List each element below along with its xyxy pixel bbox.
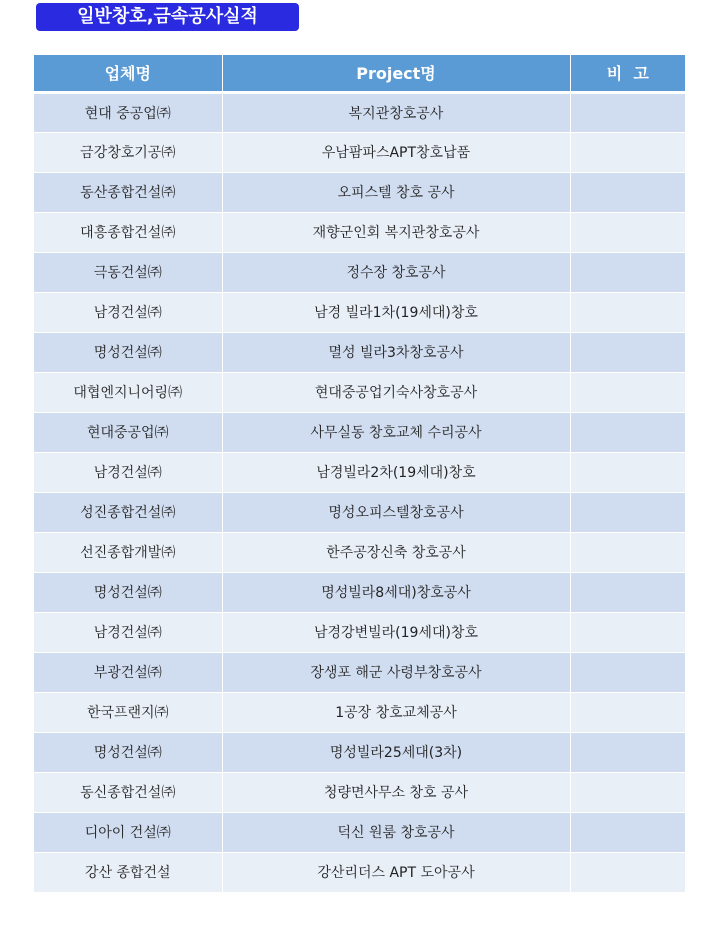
cell-project: 멸성 빌라3차창호공사: [222, 332, 570, 372]
header-project: Project명: [222, 55, 570, 92]
table-row: [34, 252, 685, 292]
cell-project: 사무실동 창호교체 수리공사: [222, 412, 570, 452]
table-row: [34, 652, 685, 692]
cell-note: [570, 172, 685, 212]
table-row: [34, 372, 685, 412]
cell-note: [570, 92, 685, 132]
cell-note: [570, 852, 685, 892]
cell-company: 남경건설㈜: [34, 292, 222, 332]
cell-company: 현대중공업㈜: [34, 412, 222, 452]
cell-project: 정수장 창호공사: [222, 252, 570, 292]
cell-note: [570, 332, 685, 372]
cell-company: 한국프랜지㈜: [34, 692, 222, 732]
table-row: [34, 412, 685, 452]
cell-project: 재향군인회 복지관창호공사: [222, 212, 570, 252]
cell-project: 1공장 창호교체공사: [222, 692, 570, 732]
cell-company: 동신종합건설㈜: [34, 772, 222, 812]
cell-company: 현대 중공업㈜: [34, 92, 222, 132]
header-row: [34, 55, 685, 92]
header-note: 비 고: [570, 55, 685, 92]
cell-note: [570, 412, 685, 452]
cell-company: 금강창호기공㈜: [34, 132, 222, 172]
header-company: 업체명: [34, 55, 222, 92]
table-row: [34, 572, 685, 612]
cell-note: [570, 612, 685, 652]
cell-project: 청량면사무소 창호 공사: [222, 772, 570, 812]
cell-project: 복지관창호공사: [222, 92, 570, 132]
cell-project: 명성오피스텔창호공사: [222, 492, 570, 532]
cell-note: [570, 532, 685, 572]
cell-company: 강산 종합건설: [34, 852, 222, 892]
table-row: [34, 212, 685, 252]
cell-company: 선진종합개발㈜: [34, 532, 222, 572]
cell-note: [570, 772, 685, 812]
cell-company: 동산종합건설㈜: [34, 172, 222, 212]
cell-project: 명성빌라8세대)창호공사: [222, 572, 570, 612]
cell-project: 우남팜파스APT창호납품: [222, 132, 570, 172]
cell-project: 남경빌라2차(19세대)창호: [222, 452, 570, 492]
table-row: [34, 492, 685, 532]
cell-note: [570, 572, 685, 612]
table-row: [34, 292, 685, 332]
cell-note: [570, 292, 685, 332]
cell-project: 남경 빌라1차(19세대)창호: [222, 292, 570, 332]
table-header: [34, 55, 685, 92]
cell-company: 남경건설㈜: [34, 452, 222, 492]
table-row: [34, 452, 685, 492]
table-row: [34, 92, 685, 132]
cell-company: 극동건설㈜: [34, 252, 222, 292]
cell-note: [570, 452, 685, 492]
cell-note: [570, 652, 685, 692]
cell-company: 명성건설㈜: [34, 572, 222, 612]
table-row: [34, 692, 685, 732]
table-row: [34, 772, 685, 812]
cell-company: 명성건설㈜: [34, 732, 222, 772]
table-row: [34, 532, 685, 572]
cell-project: 현대중공업기숙사창호공사: [222, 372, 570, 412]
table-row: [34, 172, 685, 212]
cell-project: 한주공장신축 창호공사: [222, 532, 570, 572]
page-title: 일반창호,금속공사실적: [36, 3, 299, 31]
cell-company: 부광건설㈜: [34, 652, 222, 692]
table-row: [34, 732, 685, 772]
cell-note: [570, 372, 685, 412]
projects-table: [34, 55, 685, 893]
cell-note: [570, 132, 685, 172]
cell-note: [570, 212, 685, 252]
cell-note: [570, 812, 685, 852]
cell-project: 장생포 해군 사령부창호공사: [222, 652, 570, 692]
cell-project: 남경강변빌라(19세대)창호: [222, 612, 570, 652]
projects-table-container: [34, 55, 685, 893]
cell-project: 강산리더스 APT 도아공사: [222, 852, 570, 892]
cell-company: 성진종합건설㈜: [34, 492, 222, 532]
cell-company: 디아이 건설㈜: [34, 812, 222, 852]
cell-project: 오피스텔 창호 공사: [222, 172, 570, 212]
cell-project: 덕신 원룸 창호공사: [222, 812, 570, 852]
cell-note: [570, 692, 685, 732]
cell-company: 명성건설㈜: [34, 332, 222, 372]
cell-note: [570, 732, 685, 772]
table-row: [34, 332, 685, 372]
table-row: [34, 812, 685, 852]
table-row: [34, 852, 685, 892]
cell-note: [570, 492, 685, 532]
cell-company: 남경건설㈜: [34, 612, 222, 652]
table-row: [34, 132, 685, 172]
table-body: [34, 92, 685, 892]
cell-note: [570, 252, 685, 292]
cell-company: 대협엔지니어링㈜: [34, 372, 222, 412]
cell-company: 대흥종합건설㈜: [34, 212, 222, 252]
cell-project: 명성빌라25세대(3차): [222, 732, 570, 772]
table-row: [34, 612, 685, 652]
